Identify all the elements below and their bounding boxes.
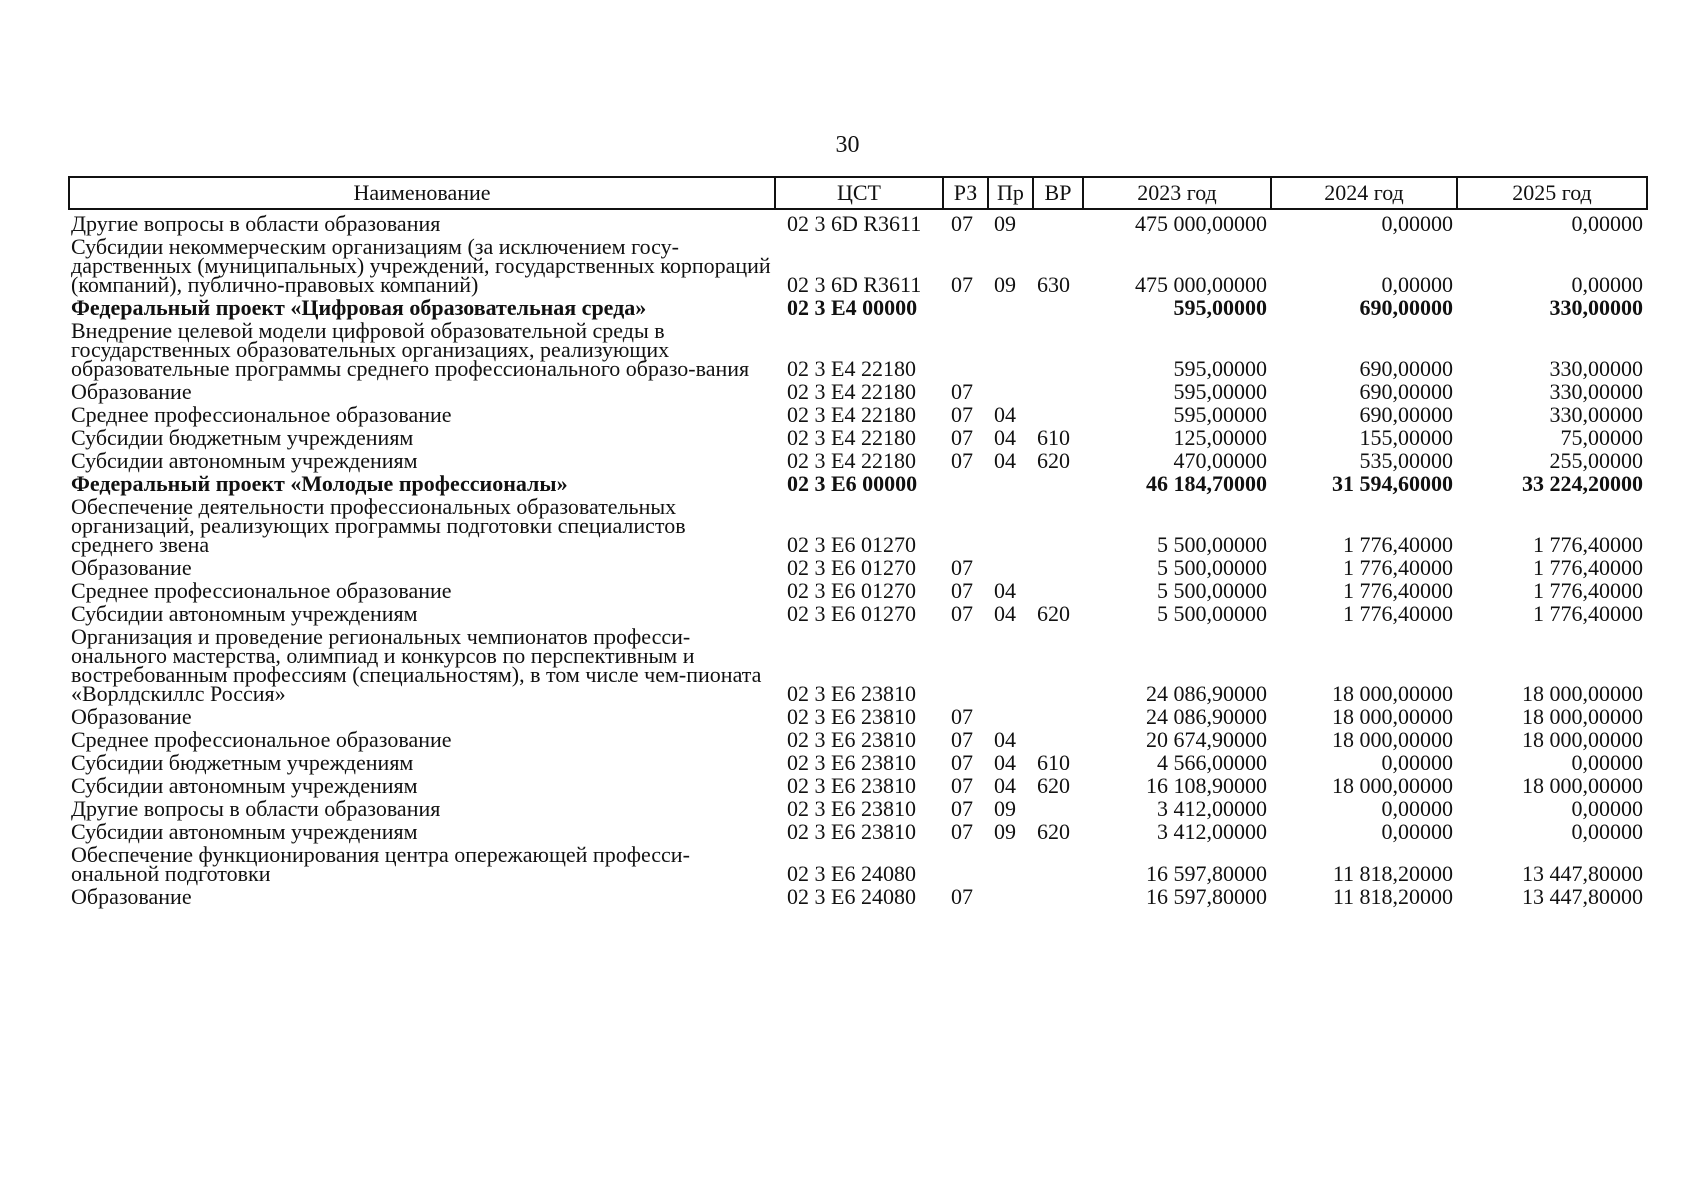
cell-rz xyxy=(943,296,988,319)
cell-y2023: 46 184,70000 xyxy=(1146,471,1267,496)
cell-y2023: 5 500,00000 xyxy=(1157,555,1267,580)
header-2023: 2023 год xyxy=(1083,177,1271,209)
cell-vr: 620 xyxy=(1037,819,1070,844)
cell-pr: 04 xyxy=(994,773,1016,798)
cell-pr: 04 xyxy=(994,425,1016,450)
table-header xyxy=(69,177,1647,209)
cell-y2025: 0,00000 xyxy=(1571,750,1643,775)
header-rz: РЗ xyxy=(943,177,988,209)
table-row xyxy=(69,296,1647,319)
cell-rz: 07 xyxy=(951,819,973,844)
cell-cst: 02 3 E6 24080 xyxy=(787,884,916,909)
cell-rz xyxy=(943,495,988,556)
cell-rz: 07 xyxy=(951,578,973,603)
cell-vr xyxy=(1033,728,1083,751)
cell-y2025: 0,00000 xyxy=(1571,796,1643,821)
cell-y2025: 1 776,40000 xyxy=(1533,555,1643,580)
cell-y2025: 330,00000 xyxy=(1549,402,1643,427)
table-row xyxy=(69,403,1647,426)
cell-vr: 620 xyxy=(1037,773,1070,798)
cell-name: Образование xyxy=(71,884,192,909)
cell-pr xyxy=(988,843,1033,885)
cell-y2024: 0,00000 xyxy=(1381,796,1453,821)
cell-y2023: 595,00000 xyxy=(1173,356,1267,381)
cell-rz: 07 xyxy=(951,601,973,626)
cell-y2023: 5 500,00000 xyxy=(1157,532,1267,557)
cell-y2025: 330,00000 xyxy=(1549,379,1643,404)
cell-y2024: 690,00000 xyxy=(1359,356,1453,381)
cell-pr xyxy=(988,472,1033,495)
cell-y2025: 255,00000 xyxy=(1549,448,1643,473)
cell-pr: 09 xyxy=(994,796,1016,821)
cell-y2024: 11 818,20000 xyxy=(1332,884,1453,909)
cell-y2023: 16 597,80000 xyxy=(1146,861,1267,886)
cell-name: Федеральный проект «Цифровая образовательная среда» xyxy=(71,295,647,320)
cell-pr xyxy=(988,885,1033,908)
cell-cst: 02 3 E6 23810 xyxy=(787,681,916,706)
cell-pr: 04 xyxy=(994,578,1016,603)
cell-cst: 02 3 6D R3611 xyxy=(787,272,922,297)
table-row xyxy=(69,235,1647,296)
cell-y2023: 16 108,90000 xyxy=(1146,773,1267,798)
cell-cst: 02 3 E6 23810 xyxy=(787,704,916,729)
cell-pr xyxy=(988,380,1033,403)
table-row xyxy=(69,209,1647,235)
cell-cst: 02 3 E6 23810 xyxy=(787,773,916,798)
cell-cst: 02 3 E6 23810 xyxy=(787,727,916,752)
cell-y2023: 5 500,00000 xyxy=(1157,601,1267,626)
cell-rz: 07 xyxy=(951,704,973,729)
cell-rz: 07 xyxy=(951,555,973,580)
cell-rz: 07 xyxy=(951,402,973,427)
cell-pr: 09 xyxy=(994,211,1016,236)
table-row xyxy=(69,625,1647,705)
cell-cst: 02 3 E6 00000 xyxy=(787,471,918,496)
cell-rz: 07 xyxy=(951,796,973,821)
cell-y2025: 0,00000 xyxy=(1571,272,1643,297)
cell-pr: 04 xyxy=(994,402,1016,427)
cell-y2024: 690,00000 xyxy=(1359,379,1453,404)
cell-y2023: 595,00000 xyxy=(1173,402,1267,427)
cell-pr: 04 xyxy=(994,750,1016,775)
table-row xyxy=(69,751,1647,774)
cell-name: Обеспечение функционирования центра опережающей професси-ональной подготовки xyxy=(71,842,690,886)
cell-cst: 02 3 E4 00000 xyxy=(787,295,918,320)
cell-y2023: 16 597,80000 xyxy=(1146,884,1267,909)
cell-vr xyxy=(1033,296,1083,319)
cell-cst: 02 3 E6 01270 xyxy=(787,601,916,626)
cell-rz: 07 xyxy=(951,448,973,473)
cell-name: Среднее профессиональное образование xyxy=(71,578,452,603)
cell-y2024: 11 818,20000 xyxy=(1332,861,1453,886)
table-row xyxy=(69,495,1647,556)
cell-y2024: 1 776,40000 xyxy=(1343,532,1453,557)
cell-name: Образование xyxy=(71,555,192,580)
table-row xyxy=(69,797,1647,820)
table-row xyxy=(69,319,1647,380)
cell-rz: 07 xyxy=(951,425,973,450)
cell-y2025: 13 447,80000 xyxy=(1522,884,1643,909)
cell-rz xyxy=(943,843,988,885)
cell-y2024: 18 000,00000 xyxy=(1332,773,1453,798)
cell-y2024: 1 776,40000 xyxy=(1343,555,1453,580)
cell-y2023: 24 086,90000 xyxy=(1146,704,1267,729)
cell-y2024: 18 000,00000 xyxy=(1332,704,1453,729)
cell-y2023: 475 000,00000 xyxy=(1135,211,1267,236)
cell-name: Субсидии автономным учреждениям xyxy=(71,819,418,844)
cell-vr: 610 xyxy=(1037,425,1070,450)
cell-cst: 02 3 E6 01270 xyxy=(787,555,916,580)
cell-y2024: 535,00000 xyxy=(1359,448,1453,473)
cell-pr xyxy=(988,705,1033,728)
cell-vr xyxy=(1033,625,1083,705)
cell-vr xyxy=(1033,843,1083,885)
table-row xyxy=(69,843,1647,885)
header-2025: 2025 год xyxy=(1457,177,1647,209)
cell-y2023: 470,00000 xyxy=(1173,448,1267,473)
table-row xyxy=(69,774,1647,797)
cell-pr xyxy=(988,319,1033,380)
cell-y2025: 1 776,40000 xyxy=(1533,578,1643,603)
cell-vr xyxy=(1033,705,1083,728)
cell-y2025: 1 776,40000 xyxy=(1533,532,1643,557)
cell-vr xyxy=(1033,472,1083,495)
table-row xyxy=(69,380,1647,403)
cell-rz: 07 xyxy=(951,379,973,404)
cell-y2025: 13 447,80000 xyxy=(1522,861,1643,886)
cell-name: Субсидии автономным учреждениям xyxy=(71,448,418,473)
cell-pr: 04 xyxy=(994,448,1016,473)
header-2024: 2024 год xyxy=(1271,177,1457,209)
cell-rz: 07 xyxy=(951,727,973,752)
cell-name: Субсидии автономным учреждениям xyxy=(71,773,418,798)
cell-y2025: 18 000,00000 xyxy=(1522,727,1643,752)
cell-y2023: 595,00000 xyxy=(1173,379,1267,404)
cell-y2025: 18 000,00000 xyxy=(1522,773,1643,798)
cell-y2024: 0,00000 xyxy=(1381,272,1453,297)
cell-cst: 02 3 E4 22180 xyxy=(787,425,916,450)
cell-cst: 02 3 E6 01270 xyxy=(787,532,916,557)
table-row xyxy=(69,885,1647,908)
cell-name: Другие вопросы в области образования xyxy=(71,796,441,821)
table-row xyxy=(69,556,1647,579)
cell-y2024: 18 000,00000 xyxy=(1332,727,1453,752)
table-body xyxy=(69,209,1647,908)
cell-y2023: 3 412,00000 xyxy=(1157,819,1267,844)
cell-name: Среднее профессиональное образование xyxy=(71,727,452,752)
cell-cst: 02 3 E6 01270 xyxy=(787,578,916,603)
cell-vr: 620 xyxy=(1037,601,1070,626)
cell-name: Образование xyxy=(71,379,192,404)
cell-cst: 02 3 6D R3611 xyxy=(787,211,922,236)
cell-rz xyxy=(943,625,988,705)
cell-cst: 02 3 E6 24080 xyxy=(787,861,916,886)
cell-y2023: 475 000,00000 xyxy=(1135,272,1267,297)
cell-vr xyxy=(1033,319,1083,380)
cell-vr xyxy=(1033,403,1083,426)
cell-y2024: 18 000,00000 xyxy=(1332,681,1453,706)
cell-vr xyxy=(1033,579,1083,602)
cell-y2025: 330,00000 xyxy=(1549,356,1643,381)
cell-y2025: 1 776,40000 xyxy=(1533,601,1643,626)
cell-vr xyxy=(1033,209,1083,235)
cell-y2023: 3 412,00000 xyxy=(1157,796,1267,821)
cell-pr xyxy=(988,625,1033,705)
table-row xyxy=(69,705,1647,728)
table-row xyxy=(69,449,1647,472)
cell-y2023: 24 086,90000 xyxy=(1146,681,1267,706)
cell-cst: 02 3 E4 22180 xyxy=(787,379,916,404)
cell-rz: 07 xyxy=(951,211,973,236)
header-pr: Пр xyxy=(988,177,1033,209)
cell-vr: 630 xyxy=(1037,272,1070,297)
cell-y2024: 0,00000 xyxy=(1381,211,1453,236)
cell-y2024: 1 776,40000 xyxy=(1343,578,1453,603)
cell-pr: 09 xyxy=(994,819,1016,844)
table-row xyxy=(69,426,1647,449)
cell-cst: 02 3 E6 23810 xyxy=(787,796,916,821)
cell-y2025: 330,00000 xyxy=(1549,295,1643,320)
cell-vr xyxy=(1033,495,1083,556)
cell-name: Субсидии бюджетным учреждениям xyxy=(71,750,414,775)
cell-y2023: 125,00000 xyxy=(1173,425,1267,450)
cell-vr: 610 xyxy=(1037,750,1070,775)
cell-name: Федеральный проект «Молодые профессионалы» xyxy=(71,471,568,496)
cell-vr xyxy=(1033,556,1083,579)
cell-cst: 02 3 E6 23810 xyxy=(787,750,916,775)
table-row xyxy=(69,728,1647,751)
table-row xyxy=(69,472,1647,495)
budget-table xyxy=(68,176,1648,908)
cell-y2023: 5 500,00000 xyxy=(1157,578,1267,603)
cell-y2025: 33 224,20000 xyxy=(1522,471,1643,496)
cell-y2024: 0,00000 xyxy=(1381,819,1453,844)
cell-name: Среднее профессиональное образование xyxy=(71,402,452,427)
cell-name: Обеспечение деятельности профессиональных образовательных организаций, реализующих программы подготовки специалистов среднего звена xyxy=(71,494,686,557)
cell-name: Другие вопросы в области образования xyxy=(71,211,441,236)
cell-y2024: 1 776,40000 xyxy=(1343,601,1453,626)
table-row xyxy=(69,579,1647,602)
cell-rz: 07 xyxy=(951,773,973,798)
cell-cst: 02 3 E4 22180 xyxy=(787,448,916,473)
cell-name: Субсидии бюджетным учреждениям xyxy=(71,425,414,450)
cell-y2023: 595,00000 xyxy=(1173,295,1267,320)
cell-rz: 07 xyxy=(951,750,973,775)
cell-pr xyxy=(988,495,1033,556)
cell-pr xyxy=(988,556,1033,579)
cell-cst: 02 3 E6 23810 xyxy=(787,819,916,844)
cell-vr xyxy=(1033,797,1083,820)
header-row xyxy=(69,177,1647,209)
cell-pr: 04 xyxy=(994,727,1016,752)
cell-y2024: 690,00000 xyxy=(1359,402,1453,427)
cell-pr: 09 xyxy=(994,272,1016,297)
cell-y2023: 20 674,90000 xyxy=(1146,727,1267,752)
cell-rz: 07 xyxy=(951,272,973,297)
cell-name: Субсидии автономным учреждениям xyxy=(71,601,418,626)
cell-name: Образование xyxy=(71,704,192,729)
cell-y2024: 690,00000 xyxy=(1359,295,1453,320)
cell-y2025: 18 000,00000 xyxy=(1522,704,1643,729)
cell-rz xyxy=(943,472,988,495)
cell-y2024: 31 594,60000 xyxy=(1332,471,1453,496)
cell-name: Организация и проведение региональных чемпионатов професси-онального мастерства, олимпиад и конкурсов по перспективным и востребованным профессиям (специальностям), в том числе чем-пионата «Ворлдскиллс Россия» xyxy=(71,624,762,706)
cell-y2023: 4 566,00000 xyxy=(1157,750,1267,775)
cell-cst: 02 3 E4 22180 xyxy=(787,356,916,381)
cell-pr: 04 xyxy=(994,601,1016,626)
cell-y2025: 75,00000 xyxy=(1560,425,1643,450)
cell-y2025: 0,00000 xyxy=(1571,211,1643,236)
cell-y2025: 18 000,00000 xyxy=(1522,681,1643,706)
header-vr: ВР xyxy=(1033,177,1083,209)
page-number: 30 xyxy=(835,132,860,158)
cell-y2024: 0,00000 xyxy=(1381,750,1453,775)
cell-vr xyxy=(1033,380,1083,403)
cell-vr: 620 xyxy=(1037,448,1070,473)
cell-y2025: 0,00000 xyxy=(1571,819,1643,844)
cell-pr xyxy=(988,296,1033,319)
cell-y2024: 155,00000 xyxy=(1359,425,1453,450)
table-row xyxy=(69,602,1647,625)
cell-rz: 07 xyxy=(951,884,973,909)
cell-vr xyxy=(1033,885,1083,908)
cell-cst: 02 3 E4 22180 xyxy=(787,402,916,427)
cell-rz xyxy=(943,319,988,380)
header-name: Наименование xyxy=(69,177,775,209)
header-cst: ЦСТ xyxy=(775,177,943,209)
table-row xyxy=(69,820,1647,843)
cell-name: Субсидии некоммерческим организациям (за исключением госу-дарственных (муниципальных) учреждений, государственных корпораций (компаний), публично-правовых компаний) xyxy=(71,234,771,297)
cell-name: Внедрение целевой модели цифровой образовательной среды в государственных образовательных организациях, реализующих образовательные программы среднего профессионального образо-вания xyxy=(71,318,750,381)
